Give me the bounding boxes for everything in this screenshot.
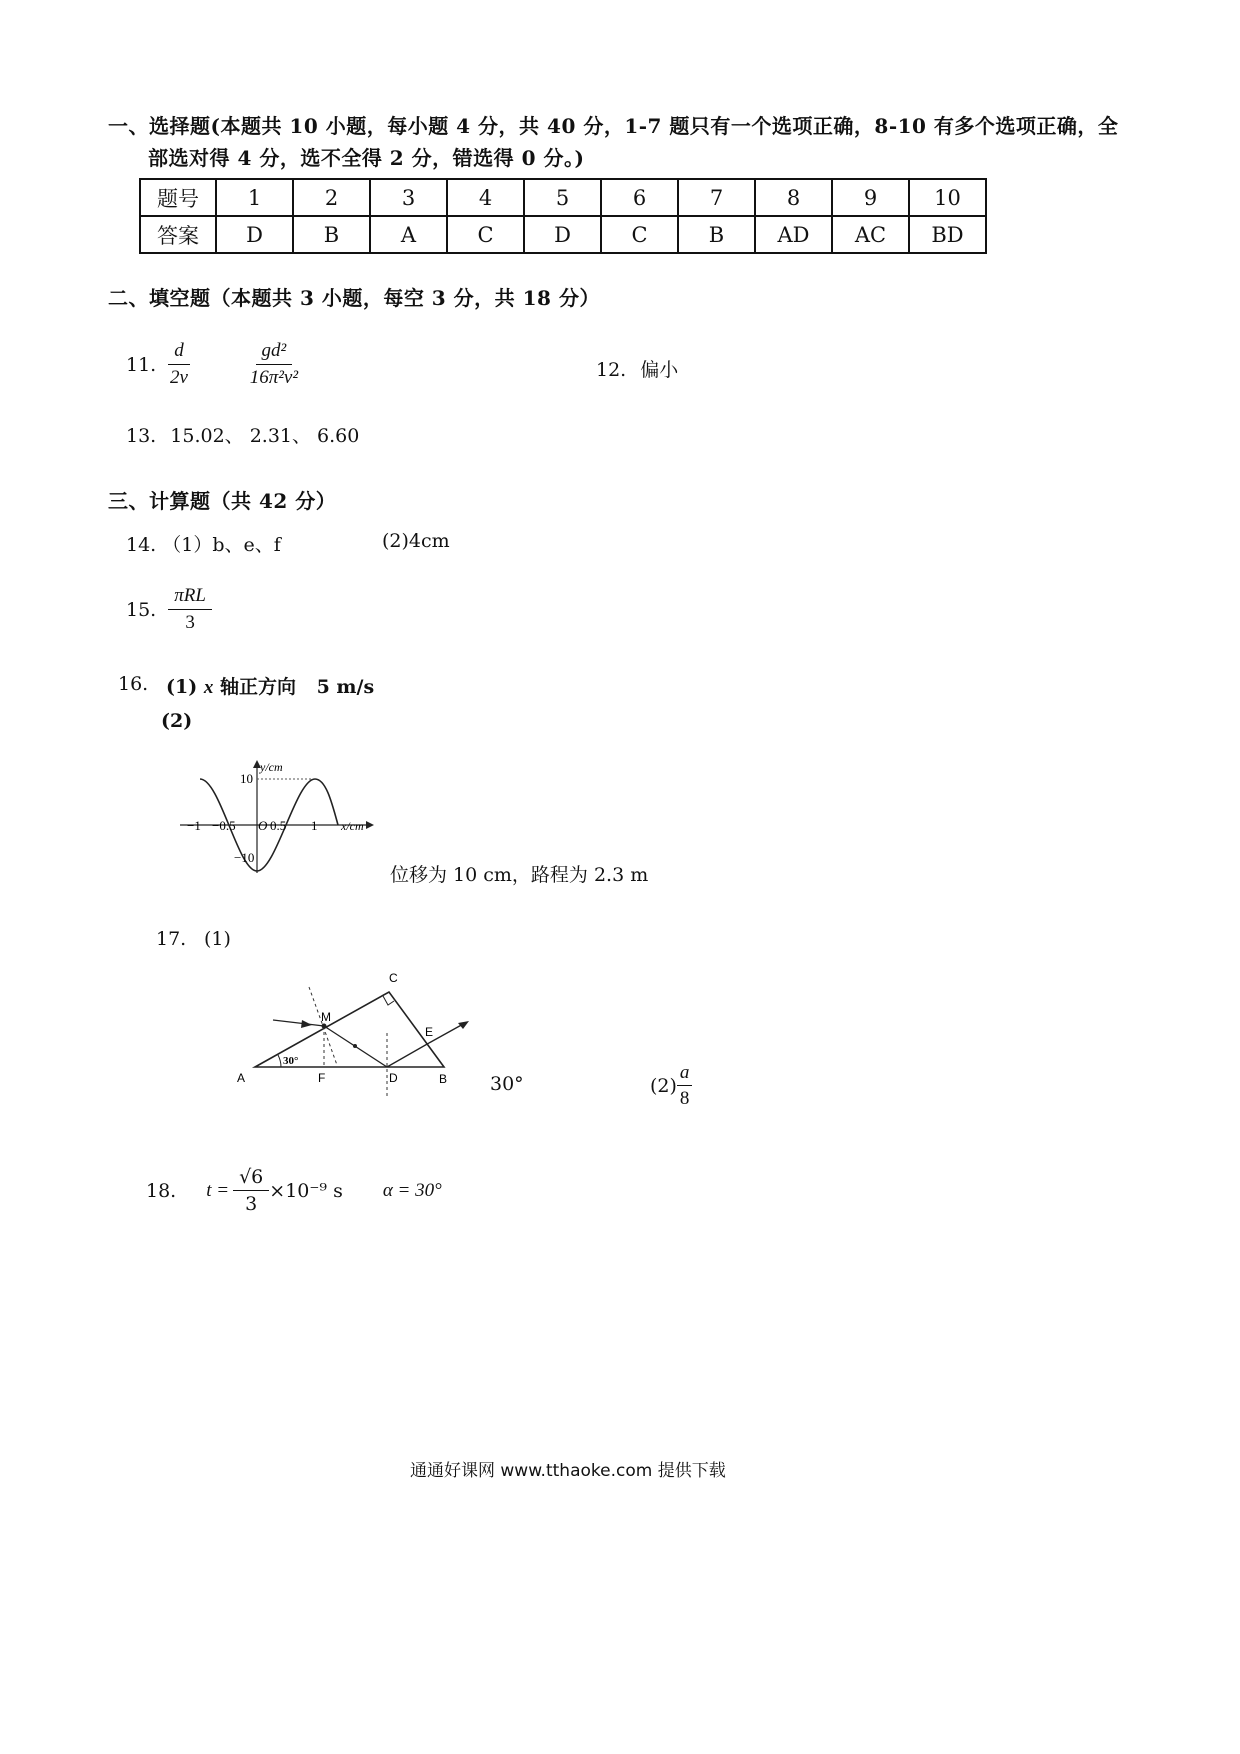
q15-label: 15. (126, 598, 157, 621)
answer-table (139, 178, 987, 254)
section3-title: 三、计算题（共 42 分） (108, 489, 337, 513)
question-14 (126, 530, 450, 557)
q11-fraction-2 (250, 340, 298, 389)
q16-label: 16. (118, 673, 149, 695)
q18-fraction (233, 1166, 269, 1215)
table-cell: 9 (832, 179, 909, 216)
point-label: C (389, 971, 398, 985)
table-cell: C (601, 216, 678, 253)
table-row-answers (140, 216, 986, 253)
q11-fraction-1 (168, 340, 190, 389)
q16-part1 (166, 672, 374, 699)
q11-f2-numerator: gd² (256, 340, 293, 365)
q16-part1-text: 轴正方向 (219, 676, 296, 698)
q18-numerator: √6 (233, 1166, 269, 1191)
point-label: A (237, 1071, 246, 1085)
q12-answer: 偏小 (640, 359, 679, 381)
table-cell: AC (832, 216, 909, 253)
question-18 (146, 1166, 442, 1215)
table-cell: B (678, 216, 755, 253)
q13-answer: 15.02、 2.31、 6.60 (170, 425, 360, 447)
x-tick-label: −0.5 (212, 818, 236, 833)
q11-f1-denominator: 2v (170, 367, 188, 388)
q16-part1-axis: x (203, 677, 214, 698)
point-label: B (439, 1072, 448, 1086)
table-row-numbers (140, 179, 986, 216)
point-label: M (321, 1010, 331, 1024)
q15-numerator: πRL (168, 585, 212, 610)
q17-part2 (650, 1062, 692, 1110)
q17-part2-prefix: (2) (650, 1075, 677, 1097)
ray-dot (353, 1044, 357, 1048)
question-12 (596, 355, 678, 382)
table-cell: A (370, 216, 447, 253)
q14-part1: （1）b、e、f (162, 534, 281, 556)
x-axis-label: x/cm (341, 819, 364, 833)
q16-part1-value: 5 m/s (316, 676, 375, 698)
question-11 (126, 340, 298, 389)
point-label: E (425, 1025, 434, 1039)
table-cell: 6 (601, 179, 678, 216)
q12-label: 12. (596, 359, 627, 381)
q17-label: 17. (156, 928, 187, 950)
q18-t-rest: ×10⁻⁹ s (269, 1179, 343, 1202)
wave-graph (180, 758, 380, 878)
point-m-dot (322, 1024, 327, 1029)
q17-part2-numerator: a (677, 1062, 693, 1086)
section2-title: 二、填空题（本题共 3 小题，每空 3 分，共 18 分） (108, 286, 600, 310)
emergent-ray (429, 1023, 465, 1043)
q15-denominator: 3 (185, 612, 195, 633)
table-cell: C (447, 216, 524, 253)
y-tick-label: −10 (234, 850, 255, 865)
q11-f2-denominator: 16π²v² (249, 367, 299, 388)
q18-denominator: 3 (245, 1193, 258, 1215)
table-cell: 8 (755, 179, 832, 216)
q16-part1-prefix: (1) (166, 676, 198, 698)
q18-label: 18. (146, 1179, 177, 1202)
q16-result: 位移为 10 cm，路程为 2.3 m (390, 864, 649, 886)
x-tick-label: 1 (311, 818, 318, 833)
table-cell: 1 (216, 179, 293, 216)
table-cell: 4 (447, 179, 524, 216)
table-cell: 3 (370, 179, 447, 216)
table-cell: 2 (293, 179, 370, 216)
q17-part2-denominator: 8 (679, 1088, 690, 1109)
q18-t-lhs: t = (206, 1179, 230, 1201)
section1-title-line2: 部选对得 4 分，选不全得 2 分，错选得 0 分。) (148, 146, 585, 170)
q17-part1: (1) (204, 928, 231, 950)
y-axis-label: y/cm (260, 760, 283, 774)
x-tick-label: −1 (187, 818, 201, 833)
q11-label: 11. (126, 353, 157, 376)
table-header-number: 题号 (140, 179, 216, 216)
x-tick-label: 0.5 (270, 818, 287, 833)
q17-part2-fraction (677, 1062, 693, 1110)
table-cell: BD (909, 216, 986, 253)
x-axis-arrow-icon (366, 821, 374, 829)
footer: 通通好课网 www.tthaoke.com 提供下载 (410, 1461, 726, 1481)
reflected-ray (387, 1043, 429, 1067)
q15-fraction (168, 585, 212, 634)
point-label: D (389, 1071, 398, 1085)
y-tick-label: 10 (240, 771, 253, 786)
question-15 (126, 585, 212, 634)
q11-f1-numerator: d (168, 340, 190, 365)
prism-diagram (225, 965, 485, 1105)
q14-label: 14. (126, 534, 157, 556)
question-13 (126, 421, 359, 448)
q14-part2: (2)4cm (382, 530, 450, 552)
table-header-answer: 答案 (140, 216, 216, 253)
q13-label: 13. (126, 425, 157, 447)
section1-title-line1: 一、选择题(本题共 10 小题，每小题 4 分，共 40 分，1-7 题只有一个选项正确，8-10 有多个选项正确，全 (108, 114, 1119, 138)
table-cell: D (524, 216, 601, 253)
table-cell: B (293, 216, 370, 253)
origin-label: O (258, 818, 268, 833)
table-cell: 5 (524, 179, 601, 216)
q16-part2: (2) (161, 710, 193, 732)
point-label: F (318, 1071, 326, 1085)
emergent-ray-arrow-icon (458, 1021, 469, 1029)
angle-arc (278, 1055, 281, 1067)
incident-ray (273, 1020, 324, 1026)
table-cell: 7 (678, 179, 755, 216)
table-cell: AD (755, 216, 832, 253)
angle-label: 30° (283, 1055, 299, 1067)
q17-answer1: 30° (490, 1073, 524, 1095)
q18-alpha: α = 30° (382, 1179, 442, 1201)
table-cell: D (216, 216, 293, 253)
table-cell: 10 (909, 179, 986, 216)
